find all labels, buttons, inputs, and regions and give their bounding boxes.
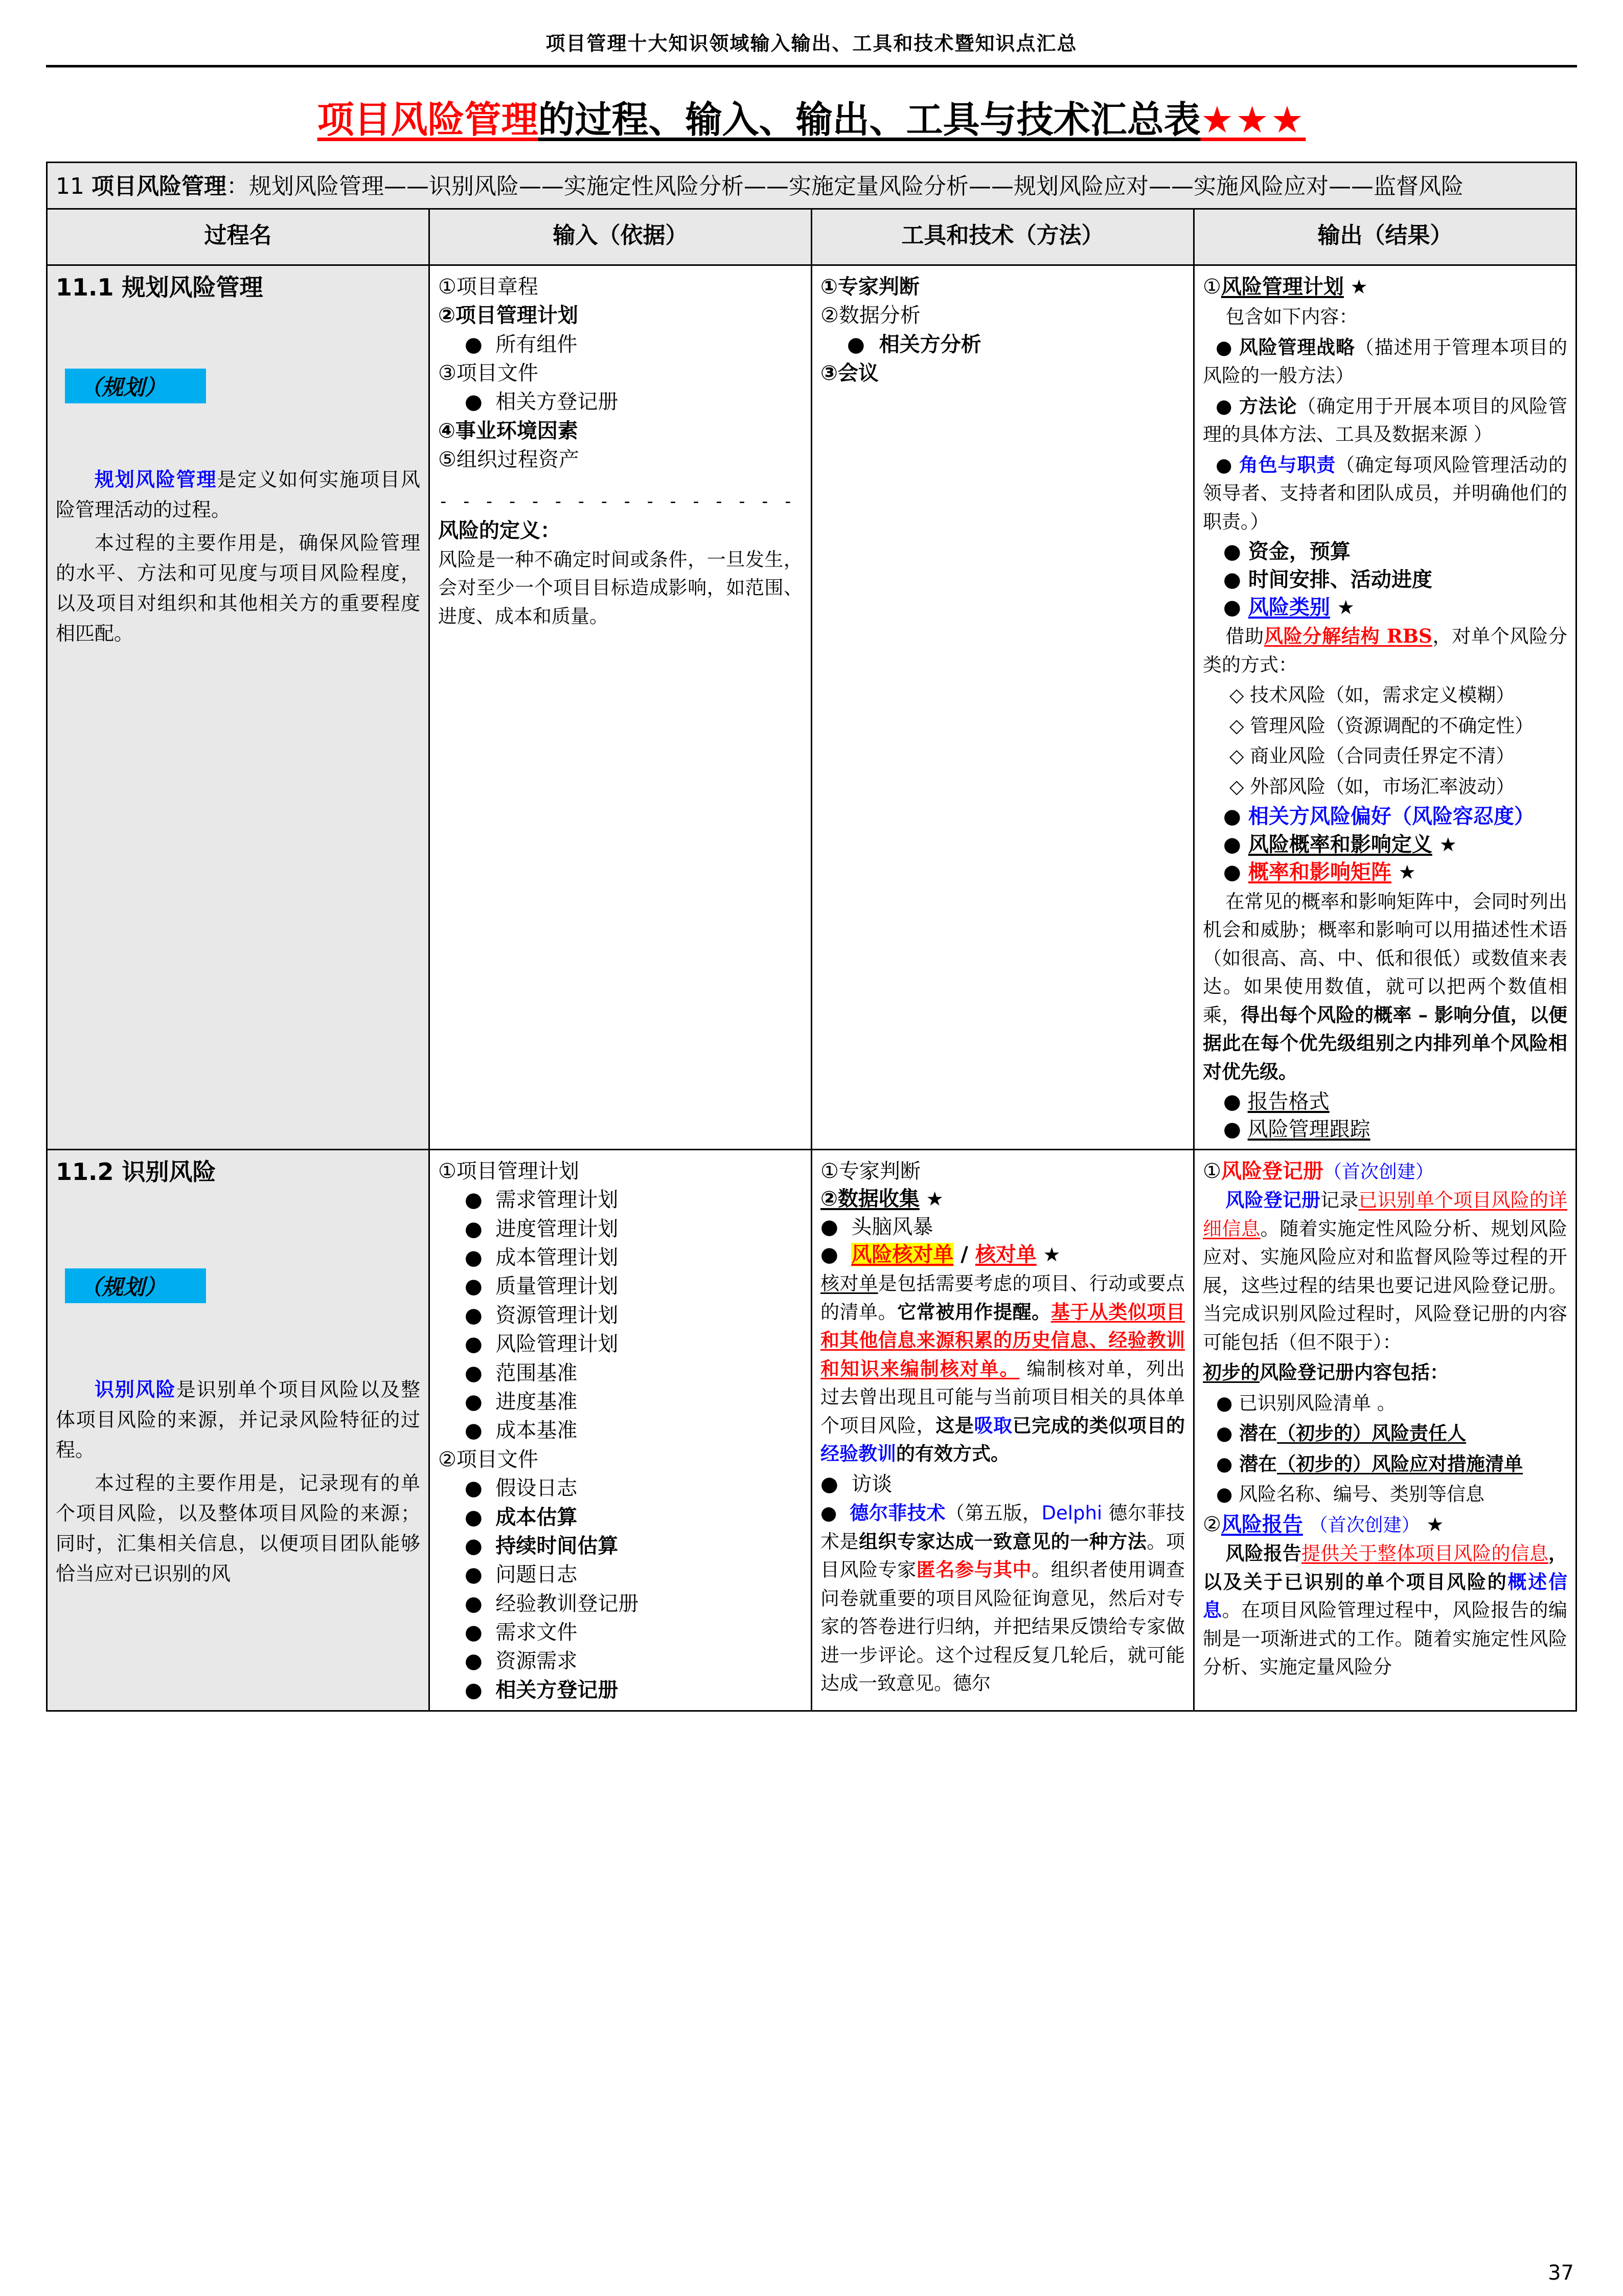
delphi-bold1: 组织专家达成一致意见的一种方法 bbox=[859, 1530, 1147, 1553]
list-item: ● 成本基准 bbox=[465, 1419, 578, 1443]
output-bullet: ● 资金，预算 bbox=[1223, 540, 1351, 564]
list-item: ● 范围基准 bbox=[465, 1361, 578, 1385]
report-tail: 。在项目风险管理过程中，风险报告的编制是一项渐进式的工作。随着实施定性风险分析、实施定量风险分 bbox=[1203, 1599, 1567, 1678]
list-item: ● 成本管理计划 bbox=[465, 1245, 619, 1269]
output-bullet-key: 角色与职责 bbox=[1239, 453, 1336, 476]
list-item-label: 假设日志 bbox=[495, 1476, 578, 1501]
list-item: ③会议 bbox=[820, 361, 879, 385]
list-item-label: 进度基准 bbox=[495, 1390, 578, 1414]
output-bullet: ● 风险概率和影响定义 ★ bbox=[1223, 832, 1457, 856]
tools-seg6: 这是 bbox=[935, 1414, 974, 1437]
subheading-u: 初步的 bbox=[1203, 1361, 1260, 1384]
output-bullet-rest: （描述用于管理本项目的风险的一般方法） bbox=[1203, 336, 1567, 387]
output-heading bbox=[1203, 273, 1567, 301]
output-bullet-pre: 潜在 bbox=[1239, 1452, 1277, 1475]
output-bullet: ● 方法论（确定用于开展本项目的风险管理的具体方法、工具及数据来源 ） bbox=[1203, 395, 1567, 446]
column-header-row bbox=[47, 209, 1576, 265]
title-red-part: 项目风险管理 bbox=[317, 98, 538, 141]
list-item: ⑤组织过程资产 bbox=[438, 448, 579, 472]
output-paren: （首次创建） bbox=[1309, 1514, 1420, 1536]
list-item-label: 持续时间估算 bbox=[495, 1534, 619, 1558]
output-bullet: ● 报告格式 bbox=[1223, 1090, 1330, 1114]
output-label: 风险报告 bbox=[1221, 1512, 1303, 1536]
process-description bbox=[56, 1375, 420, 1588]
list-item: ①项目章程 bbox=[438, 275, 538, 299]
column-header-inputs: 输入（依据） bbox=[429, 209, 812, 265]
output-bullet: ● 潜在（初步的）风险应对措施清单 bbox=[1216, 1452, 1523, 1475]
outputs-cell-11-1 bbox=[1194, 265, 1576, 1149]
list-item-label: 经验教训登记册 bbox=[495, 1592, 639, 1616]
list-item-label: 成本管理计划 bbox=[495, 1245, 619, 1269]
process-desc-p2: 本过程的主要作用是，记录现有的单个项目风险，以及整体项目风险的来源；同时，汇集相关信息，以便项目团队能够恰当应对已识别的风 bbox=[56, 1471, 420, 1585]
output-bullet: ● 风险名称、编号、类别等信息 bbox=[1216, 1483, 1485, 1506]
output-bullet: ● 概率和影响矩阵 ★ bbox=[1223, 860, 1416, 884]
star-icon: ★ bbox=[926, 1188, 944, 1211]
output-note-pre: 借助 bbox=[1225, 625, 1264, 648]
star-icon: ★ bbox=[1426, 1513, 1444, 1536]
list-item bbox=[820, 1185, 1185, 1213]
list-item: ● 经验教训登记册 bbox=[465, 1592, 639, 1616]
tools-seg8: 已完成的类似项目的 bbox=[1012, 1414, 1185, 1437]
list-item: ● 风险核对单 / 核对单 ★ bbox=[820, 1242, 1061, 1266]
page-number: 37 bbox=[1548, 2261, 1574, 2285]
output-bullet: ● 风险类别 ★ bbox=[1223, 595, 1355, 619]
list-item: ● 问题日志 bbox=[465, 1563, 578, 1587]
list-item: ①专家判断 bbox=[820, 1159, 921, 1183]
star-icon: ★ bbox=[1337, 596, 1355, 619]
register-plain1: 记录 bbox=[1320, 1189, 1359, 1212]
inputs-note-body: 风险是一种不确定时间或条件，一旦发生，会对至少一个项目目标造成影响，如范围、进度、成本和质量。 bbox=[438, 548, 803, 627]
phase-badge: （规划） bbox=[65, 1268, 206, 1303]
list-item-label: 需求文件 bbox=[495, 1621, 578, 1645]
tools-seg7: 吸取 bbox=[974, 1414, 1013, 1437]
output-note-bold: 得出每个风险的概率 – 影响分值，以便据此在每个优先级组别之内排列单个风险相对优先级。 bbox=[1203, 1003, 1567, 1083]
output-bullet-label: 风险管理跟踪 bbox=[1247, 1118, 1370, 1142]
report-bold2: ，以及关于已识别的单个项目风险的 bbox=[1203, 1542, 1567, 1593]
inputs-list bbox=[438, 273, 803, 474]
output-sub-item: ◇ 商业风险（合同责任界定不清） bbox=[1229, 745, 1515, 767]
outputs-cell-11-2 bbox=[1194, 1149, 1576, 1711]
delphi-red: 匿名参与其中 bbox=[916, 1558, 1032, 1581]
table-row bbox=[47, 1149, 1576, 1711]
list-item: ①项目管理计划 bbox=[438, 1159, 579, 1183]
tools-seg9: 经验教训 bbox=[820, 1442, 896, 1465]
report-name: 风险报告 bbox=[1225, 1542, 1302, 1565]
output-sub-item: ◇ 管理风险（资源调配的不确定性） bbox=[1229, 714, 1534, 737]
list-item-label: 成本基准 bbox=[495, 1419, 578, 1443]
delphi-rest: 德尔菲技术是 bbox=[820, 1502, 1185, 1553]
output-bullet-rest: （确定用于开展本项目的风险管理的具体方法、工具及数据来源 ） bbox=[1203, 395, 1567, 446]
list-item-label: 访谈 bbox=[851, 1472, 893, 1496]
list-item-label: 需求管理计划 bbox=[495, 1188, 619, 1212]
process-title: 11.2 识别风险 bbox=[56, 1157, 216, 1186]
running-head: 项目管理十大知识领域输入输出、工具和技术暨知识点汇总 bbox=[545, 32, 1078, 55]
list-item-label: 头脑风暴 bbox=[851, 1215, 933, 1239]
delphi-edition: （第五版， bbox=[945, 1502, 1042, 1525]
column-header-process: 过程名 bbox=[47, 209, 429, 265]
output-bullet-label: 资金，预算 bbox=[1248, 540, 1351, 564]
list-item-label: 资源需求 bbox=[495, 1649, 578, 1673]
banner-flow: 规划风险管理——识别风险——实施定性风险分析——实施定量风险分析——规划风险应对——实施风险应对——监督风险 bbox=[249, 173, 1464, 199]
banner-name: 项目风险管理 bbox=[92, 173, 226, 199]
list-item: ● 质量管理计划 bbox=[465, 1275, 619, 1299]
list-item: ● 风险管理计划 bbox=[465, 1332, 619, 1356]
output-bullet-u: （初步的）风险应对措施清单 bbox=[1277, 1452, 1523, 1475]
process-desc-p2: 本过程的主要作用是，确保风险管理的水平、方法和可见度与项目风险程度，以及项目对组织和其他相关方的重要程度相匹配。 bbox=[56, 532, 420, 645]
list-item-label: ②数据收集 bbox=[820, 1187, 920, 1211]
report-blue: 概述信息 bbox=[1203, 1570, 1567, 1622]
star-icon: ★ bbox=[1350, 275, 1368, 298]
star-icon: ★ bbox=[1398, 861, 1416, 884]
list-item-label: 相关方登记册 bbox=[495, 1678, 619, 1702]
list-item-label: 成本估算 bbox=[495, 1505, 578, 1529]
list-item: ● 相关方分析 bbox=[847, 332, 981, 356]
inputs-note-heading: 风险的定义： bbox=[438, 518, 561, 542]
output-number: ② bbox=[1203, 1512, 1221, 1536]
output-number: ① bbox=[1203, 1159, 1221, 1183]
delphi-mid: 。项目风险专家 bbox=[820, 1530, 1185, 1581]
banner-number: 11 bbox=[56, 173, 84, 199]
process-desc-keyword: 规划风险管理 bbox=[95, 468, 217, 491]
list-item: ● 所有组件 bbox=[465, 332, 578, 356]
list-item: ● 持续时间估算 bbox=[465, 1534, 619, 1558]
tools-list bbox=[820, 1157, 1185, 1700]
list-item: ②数据分析 bbox=[820, 304, 921, 328]
output-sub-label: 技术风险（如，需求定义模糊） bbox=[1250, 684, 1515, 707]
output-bullet-key: 风险管理战略 bbox=[1239, 336, 1355, 358]
list-item-highlight: 风险核对单 bbox=[851, 1242, 954, 1266]
output-bullet-key: 方法论 bbox=[1239, 395, 1297, 417]
phase-badge: （规划） bbox=[65, 369, 206, 403]
output-label: 风险管理计划 bbox=[1221, 275, 1344, 299]
list-item-label: 质量管理计划 bbox=[495, 1275, 619, 1299]
output-bullet-label: 报告格式 bbox=[1247, 1090, 1330, 1114]
column-header-outputs: 输出（结果） bbox=[1194, 209, 1576, 265]
output-bullet-label: 风险概率和影响定义 bbox=[1248, 832, 1432, 856]
output-bullet: ● 相关方风险偏好（风险容忍度） bbox=[1223, 805, 1535, 829]
star-icon: ★ bbox=[1439, 833, 1457, 856]
delphi-tail: 。组织者使用调查问卷就重要的项目风险征询意见，然后对专家的答卷进行归纳，并把结果反馈给专家做进一步评论。这个过程反复几轮后，就可能达成一致意见。德尔 bbox=[820, 1559, 1185, 1695]
page-title bbox=[46, 67, 1577, 162]
output-note bbox=[1203, 622, 1567, 679]
list-item-sep: / bbox=[953, 1242, 975, 1266]
process-desc-keyword: 识别风险 bbox=[95, 1378, 176, 1401]
banner-colon: ： bbox=[226, 173, 249, 199]
output-bullet: ● 角色与职责（确定每项风险管理活动的领导者、支持者和团队成员，并明确他们的职责。） bbox=[1203, 453, 1567, 533]
output-bullet: ● 潜在（初步的）风险责任人 bbox=[1216, 1422, 1467, 1445]
output-bullet: ● 风险管理跟踪 bbox=[1223, 1118, 1370, 1142]
output-bullet-u: （初步的）风险责任人 bbox=[1277, 1422, 1467, 1445]
process-desc-p1 bbox=[56, 465, 420, 525]
list-item: ● 需求文件 bbox=[465, 1621, 578, 1645]
output-note-normal: 在常见的概率和影响矩阵中，会同时列出机会和威胁；概率和影响可以用描述性术语（如很高、高、中、低和很低）或数值来表达。如果使用数值，就可以把两个数值相乘， bbox=[1203, 890, 1567, 1026]
output-sub-label: 商业风险（合同责任界定不清） bbox=[1250, 745, 1515, 767]
process-cell-11-1 bbox=[47, 265, 429, 1149]
output-sub-label: 外部风险（如，市场汇率波动） bbox=[1250, 775, 1515, 798]
output-paragraph bbox=[1203, 1539, 1567, 1681]
tools-seg1: 核对单 bbox=[820, 1272, 878, 1295]
tools-seg2: 是包括需要考虑的项目、行动或要点的清单。 bbox=[820, 1272, 1185, 1323]
list-item: ● 相关方登记册 bbox=[465, 1678, 619, 1702]
list-item-label: 所有组件 bbox=[495, 332, 578, 356]
output-sub-label: 管理风险（资源调配的不确定性） bbox=[1250, 714, 1534, 737]
list-item-label: 风险管理计划 bbox=[495, 1332, 619, 1356]
inputs-cell-11-1 bbox=[429, 265, 812, 1149]
output-bullet-label: 相关方风险偏好（风险容忍度） bbox=[1248, 805, 1535, 829]
subheading-rest: 风险登记册内容包括： bbox=[1260, 1361, 1449, 1384]
list-item: ● 成本估算 bbox=[465, 1505, 578, 1529]
tools-paragraph: ● 德尔菲技术（第五版，Delphi 德尔菲技术是组织专家达成一致意见的一种方法。项目风险专家匿名参与其中。组织者使用调查问卷就重要的项目风险征询意见，然后对专家的答卷进行归纳，并把结果反馈给专家做进一步评论。这个过程反复几轮后，就可能达成一致意见。德尔 bbox=[820, 1502, 1185, 1695]
list-item-label: 相关方分析 bbox=[879, 332, 981, 356]
list-item-label: 资源管理计划 bbox=[495, 1303, 619, 1327]
inputs-separator: - - - - - - - - - - - - - - - - bbox=[438, 491, 794, 512]
report-red: 提供关于整体项目风险的信息 bbox=[1301, 1542, 1549, 1565]
process-cell-11-2 bbox=[47, 1149, 429, 1711]
output-note-post: ，对单个风险分类的方式： bbox=[1203, 625, 1567, 676]
output-subheading bbox=[1203, 1358, 1567, 1387]
list-item: ①专家判断 bbox=[820, 275, 920, 299]
output-note: 包含如下内容： bbox=[1225, 306, 1358, 328]
output-note bbox=[1203, 888, 1567, 1086]
delphi-latin: Delphi bbox=[1041, 1502, 1103, 1525]
output-bullet-pre: 潜在 bbox=[1239, 1422, 1277, 1445]
list-item: ● 头脑风暴 bbox=[820, 1215, 933, 1239]
output-sub-item: ◇ 外部风险（如，市场汇率波动） bbox=[1229, 775, 1515, 798]
output-bullet: ● 风险管理战略（描述用于管理本项目的风险的一般方法） bbox=[1203, 336, 1567, 387]
output-bullet-label: 风险类别 bbox=[1248, 595, 1330, 619]
list-item: ● 相关方登记册 bbox=[465, 390, 619, 414]
register-red: 已识别单个项目风险的详细信息 bbox=[1203, 1189, 1567, 1240]
star-icon: ★ bbox=[1043, 1243, 1061, 1266]
output-heading bbox=[1203, 1157, 1567, 1185]
tools-seg4: 基于从类似项目和其他信息来源积累的历史信息、经验教训和知识来编制核对单。 bbox=[820, 1300, 1185, 1380]
outputs-list bbox=[1203, 273, 1567, 1144]
output-sub-item: ◇ 技术风险（如，需求定义模糊） bbox=[1229, 684, 1515, 707]
output-note-highlight: 风险分解结构 RBS bbox=[1264, 625, 1432, 648]
inputs-list bbox=[438, 1157, 803, 1704]
list-item: ● 进度管理计划 bbox=[465, 1217, 619, 1241]
tools-cell-11-1 bbox=[812, 265, 1194, 1149]
process-desc-p1-rest: 是识别单个项目风险以及整体项目风险的来源，并记录风险特征的过程。 bbox=[56, 1378, 420, 1462]
knowledge-area-table bbox=[46, 162, 1577, 1712]
tools-seg10: 的有效方式。 bbox=[896, 1442, 1010, 1465]
output-bullet-label: 已识别风险清单 。 bbox=[1239, 1392, 1396, 1414]
list-item: ②项目文件 bbox=[438, 1447, 538, 1471]
process-description bbox=[56, 465, 420, 648]
output-bullet-label: 时间安排、活动进度 bbox=[1248, 567, 1432, 592]
list-item-label: 进度管理计划 bbox=[495, 1217, 619, 1241]
output-label: 风险登记册 bbox=[1221, 1159, 1323, 1183]
output-bullet: ● 时间安排、活动进度 bbox=[1223, 567, 1432, 592]
list-item: ● 需求管理计划 bbox=[465, 1188, 619, 1212]
tools-cell-11-2 bbox=[812, 1149, 1194, 1711]
output-paren: （首次创建） bbox=[1323, 1161, 1434, 1183]
list-item: ②项目管理计划 bbox=[438, 304, 578, 328]
list-item-label: 问题日志 bbox=[495, 1563, 578, 1587]
column-header-tools: 工具和技术（方法） bbox=[812, 209, 1194, 265]
list-item-label: 相关方登记册 bbox=[495, 390, 619, 414]
title-black-part: 的过程、输入、输出、工具与技术汇总表 bbox=[538, 98, 1201, 141]
list-item: ● 假设日志 bbox=[465, 1476, 578, 1501]
process-title: 11.1 规划风险管理 bbox=[56, 273, 263, 301]
banner-row bbox=[47, 163, 1576, 209]
tools-list bbox=[820, 273, 1185, 388]
output-bullet-rest: （确定每项风险管理活动的领导者、支持者和团队成员，并明确他们的职责。） bbox=[1203, 453, 1567, 533]
inputs-cell-11-2 bbox=[429, 1149, 812, 1711]
register-name: 风险登记册 bbox=[1225, 1189, 1321, 1212]
tools-seg5: 编制核对单，列出过去曾出现且可能与当前项目相关的具体单个项目风险， bbox=[820, 1357, 1185, 1437]
process-desc-p1 bbox=[56, 1375, 420, 1465]
list-item-label: 范围基准 bbox=[495, 1361, 578, 1385]
list-item: ● 访谈 bbox=[820, 1472, 893, 1496]
list-item-second: 核对单 bbox=[975, 1242, 1037, 1266]
outputs-list bbox=[1203, 1157, 1567, 1684]
tools-paragraph bbox=[820, 1269, 1185, 1468]
output-number: ① bbox=[1203, 275, 1221, 299]
list-item: ● 资源管理计划 bbox=[465, 1303, 619, 1327]
banner-cell bbox=[47, 163, 1576, 209]
output-paragraph bbox=[1203, 1186, 1567, 1356]
output-bullet-label: 概率和影响矩阵 bbox=[1248, 860, 1391, 884]
register-plain2: 。随着实施定性风险分析、规划风险应对、实施风险应对和监督风险等过程的开展，这些过程的结果也要记进风险登记册。当完成识别风险过程时，风险登记册的内容可能包括（但不限于）： bbox=[1203, 1217, 1567, 1353]
output-bullet-label: 风险名称、编号、类别等信息 bbox=[1239, 1483, 1485, 1506]
delphi-name: 德尔菲技术 bbox=[850, 1502, 946, 1525]
list-item: ④事业环境因素 bbox=[438, 419, 578, 443]
list-item: ③项目文件 bbox=[438, 361, 538, 385]
table-row bbox=[47, 265, 1576, 1149]
title-stars: ★★★ bbox=[1200, 98, 1306, 141]
output-heading bbox=[1203, 1511, 1567, 1538]
output-bullet: ● 已识别风险清单 。 bbox=[1216, 1392, 1396, 1414]
list-item: ● 资源需求 bbox=[465, 1649, 578, 1673]
process-desc-p1-rest: 是定义如何实施项目风险管理活动的过程。 bbox=[56, 468, 420, 521]
list-item: ● 进度基准 bbox=[465, 1390, 578, 1414]
tools-seg3: 它常被用作提醒。 bbox=[897, 1300, 1051, 1323]
